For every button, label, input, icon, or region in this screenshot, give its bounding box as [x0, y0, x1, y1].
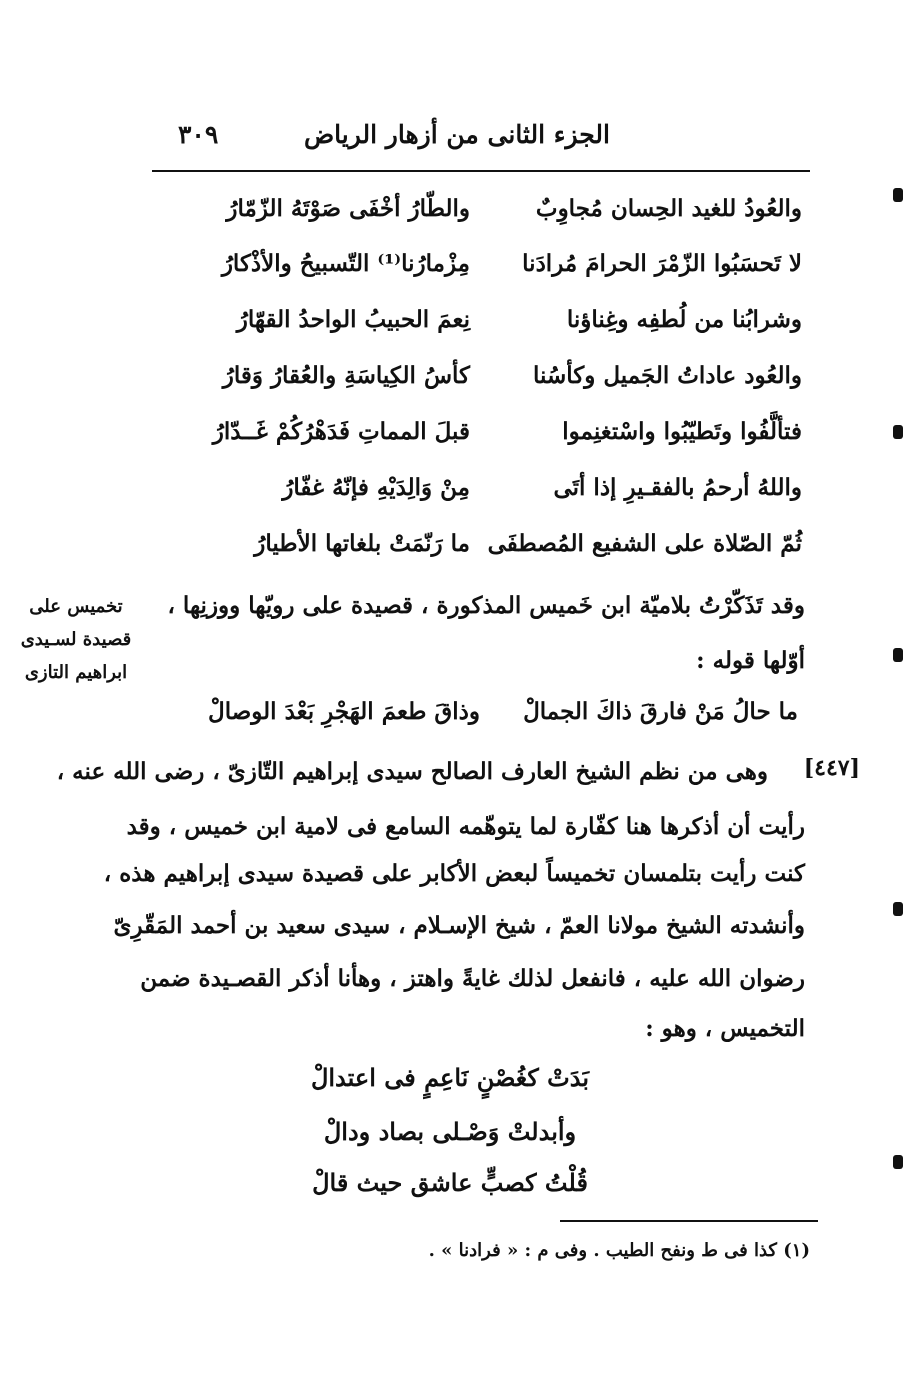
header-rule: [152, 170, 810, 172]
margin-mark: [893, 425, 903, 439]
prose-line: كنت رأيت بتلمسان تخميساً لبعض الأكابر على قصيدة سيدى إبراهيم هذه ،: [103, 860, 805, 887]
footnote-rule: [560, 1220, 818, 1222]
verse-hemistich-right: واللهُ أرحمُ بالفقـيرِ إذا أتَى: [553, 474, 802, 501]
takhmis-line: وأبدلتْ وَصْـلى بصاد ودالْ: [323, 1117, 577, 1146]
margin-mark: [893, 648, 903, 662]
verse-hemistich-right: ما حالُ مَنْ فارقَ ذاكَ الجمالْ: [523, 698, 798, 725]
verse-hemistich-right: فتألَّفُوا وتَطيّبُوا واسْتغنِموا: [562, 418, 802, 445]
prose-line: رأيت أن أذكرها هنا كفّارة لما يتوهّمه السامع فى لامية ابن خميس ، وقد: [126, 813, 805, 840]
margin-mark: [893, 1155, 903, 1169]
verse-hemistich-left: مِنْ وَالِدَيْهِ فإنّهُ غفّارُ: [282, 474, 470, 501]
verse-hemistich-right: والعُودُ للغيد الحِسان مُجاوِبٌ: [535, 195, 802, 222]
verse-hemistich-left: نِعمَ الحبيبُ الواحدُ القهّارُ: [236, 306, 470, 333]
prose-line: وأنشدته الشيخ مولانا العمّ ، شيخ الإسـلام ، سيدى سعيد بن أحمد المَقّرِىّ: [113, 912, 805, 939]
prose-line: وهى من نظم الشيخ العارف الصالح سيدى إبراهيم التّازىّ ، رضى الله عنه ،: [56, 758, 768, 785]
verse-hemistich-right: والعُود عاداتُ الجَميل وكأسُنا: [533, 362, 802, 389]
prose-line: وقد تَذَكّرْتُ بلاميّة ابن خَميس المذكورة ، قصيدة على رويّها ووزنِها ،: [167, 592, 805, 619]
verse-hemistich-left: ما رَنّمَتْ بلغاتها الأطيارُ: [254, 530, 470, 557]
verse-hemistich-left: مِزْمارُنا⁽¹⁾ التّسبيحُ والأذْكارُ: [221, 250, 470, 277]
verse-hemistich-left: والطّارُ أخْفَى صَوْتَهُ الزّمّارُ: [226, 195, 470, 222]
prose-line: رضوان الله عليه ، فانفعل لذلك غايةً واهتز ، وهأنا أذكر القصـيدة ضمن: [140, 965, 805, 992]
takhmis-line: بَدَتْ كغُصْنٍ نَاعِمٍ فى اعتدالْ: [310, 1063, 590, 1092]
marginal-note-line: ابراهيم التازى: [24, 662, 128, 683]
takhmis-line: قُلْتُ كصبٍّ عاشق حيث قالْ: [312, 1168, 588, 1197]
section-number: [٤٤٧]: [803, 755, 860, 781]
marginal-note: [10, 590, 142, 689]
verse-hemistich-right: ثُمّ الصّلاة على الشفيع المُصطفَى: [487, 530, 802, 557]
running-title: الجزء الثانى من أزهار الرياض: [303, 120, 610, 149]
verse-hemistich-left: قبلَ المماتِ فَدَهْرُكُمْ غَــدّارُ: [212, 418, 470, 445]
verse-hemistich-left: وذاقَ طعمَ الهَجْرِ بَعْدَ الوصالْ: [208, 698, 480, 725]
page-number: ٣٠٩: [178, 120, 219, 149]
footnote: (١) كذا فى ط ونفح الطيب . وفى م : « فرادنا » .: [428, 1240, 810, 1261]
marginal-note-line: تخميس على: [29, 596, 123, 617]
prose-line: أوّلها قوله :: [696, 647, 805, 674]
prose-line: التخميس ، وهو :: [645, 1015, 805, 1042]
marginal-note-line: قصيدة لسـيدى: [20, 629, 132, 650]
verse-hemistich-right: لا تَحسَبُوا الزّمْرَ الحرامَ مُرادَنا: [522, 250, 802, 277]
margin-mark: [893, 902, 903, 916]
margin-mark: [893, 188, 903, 202]
verse-hemistich-left: كأسُ الكِياسَةِ والعُقارُ وَقارُ: [222, 362, 470, 389]
verse-hemistich-right: وشرابُنا من لُطفِه وغِناؤنا: [566, 306, 802, 333]
